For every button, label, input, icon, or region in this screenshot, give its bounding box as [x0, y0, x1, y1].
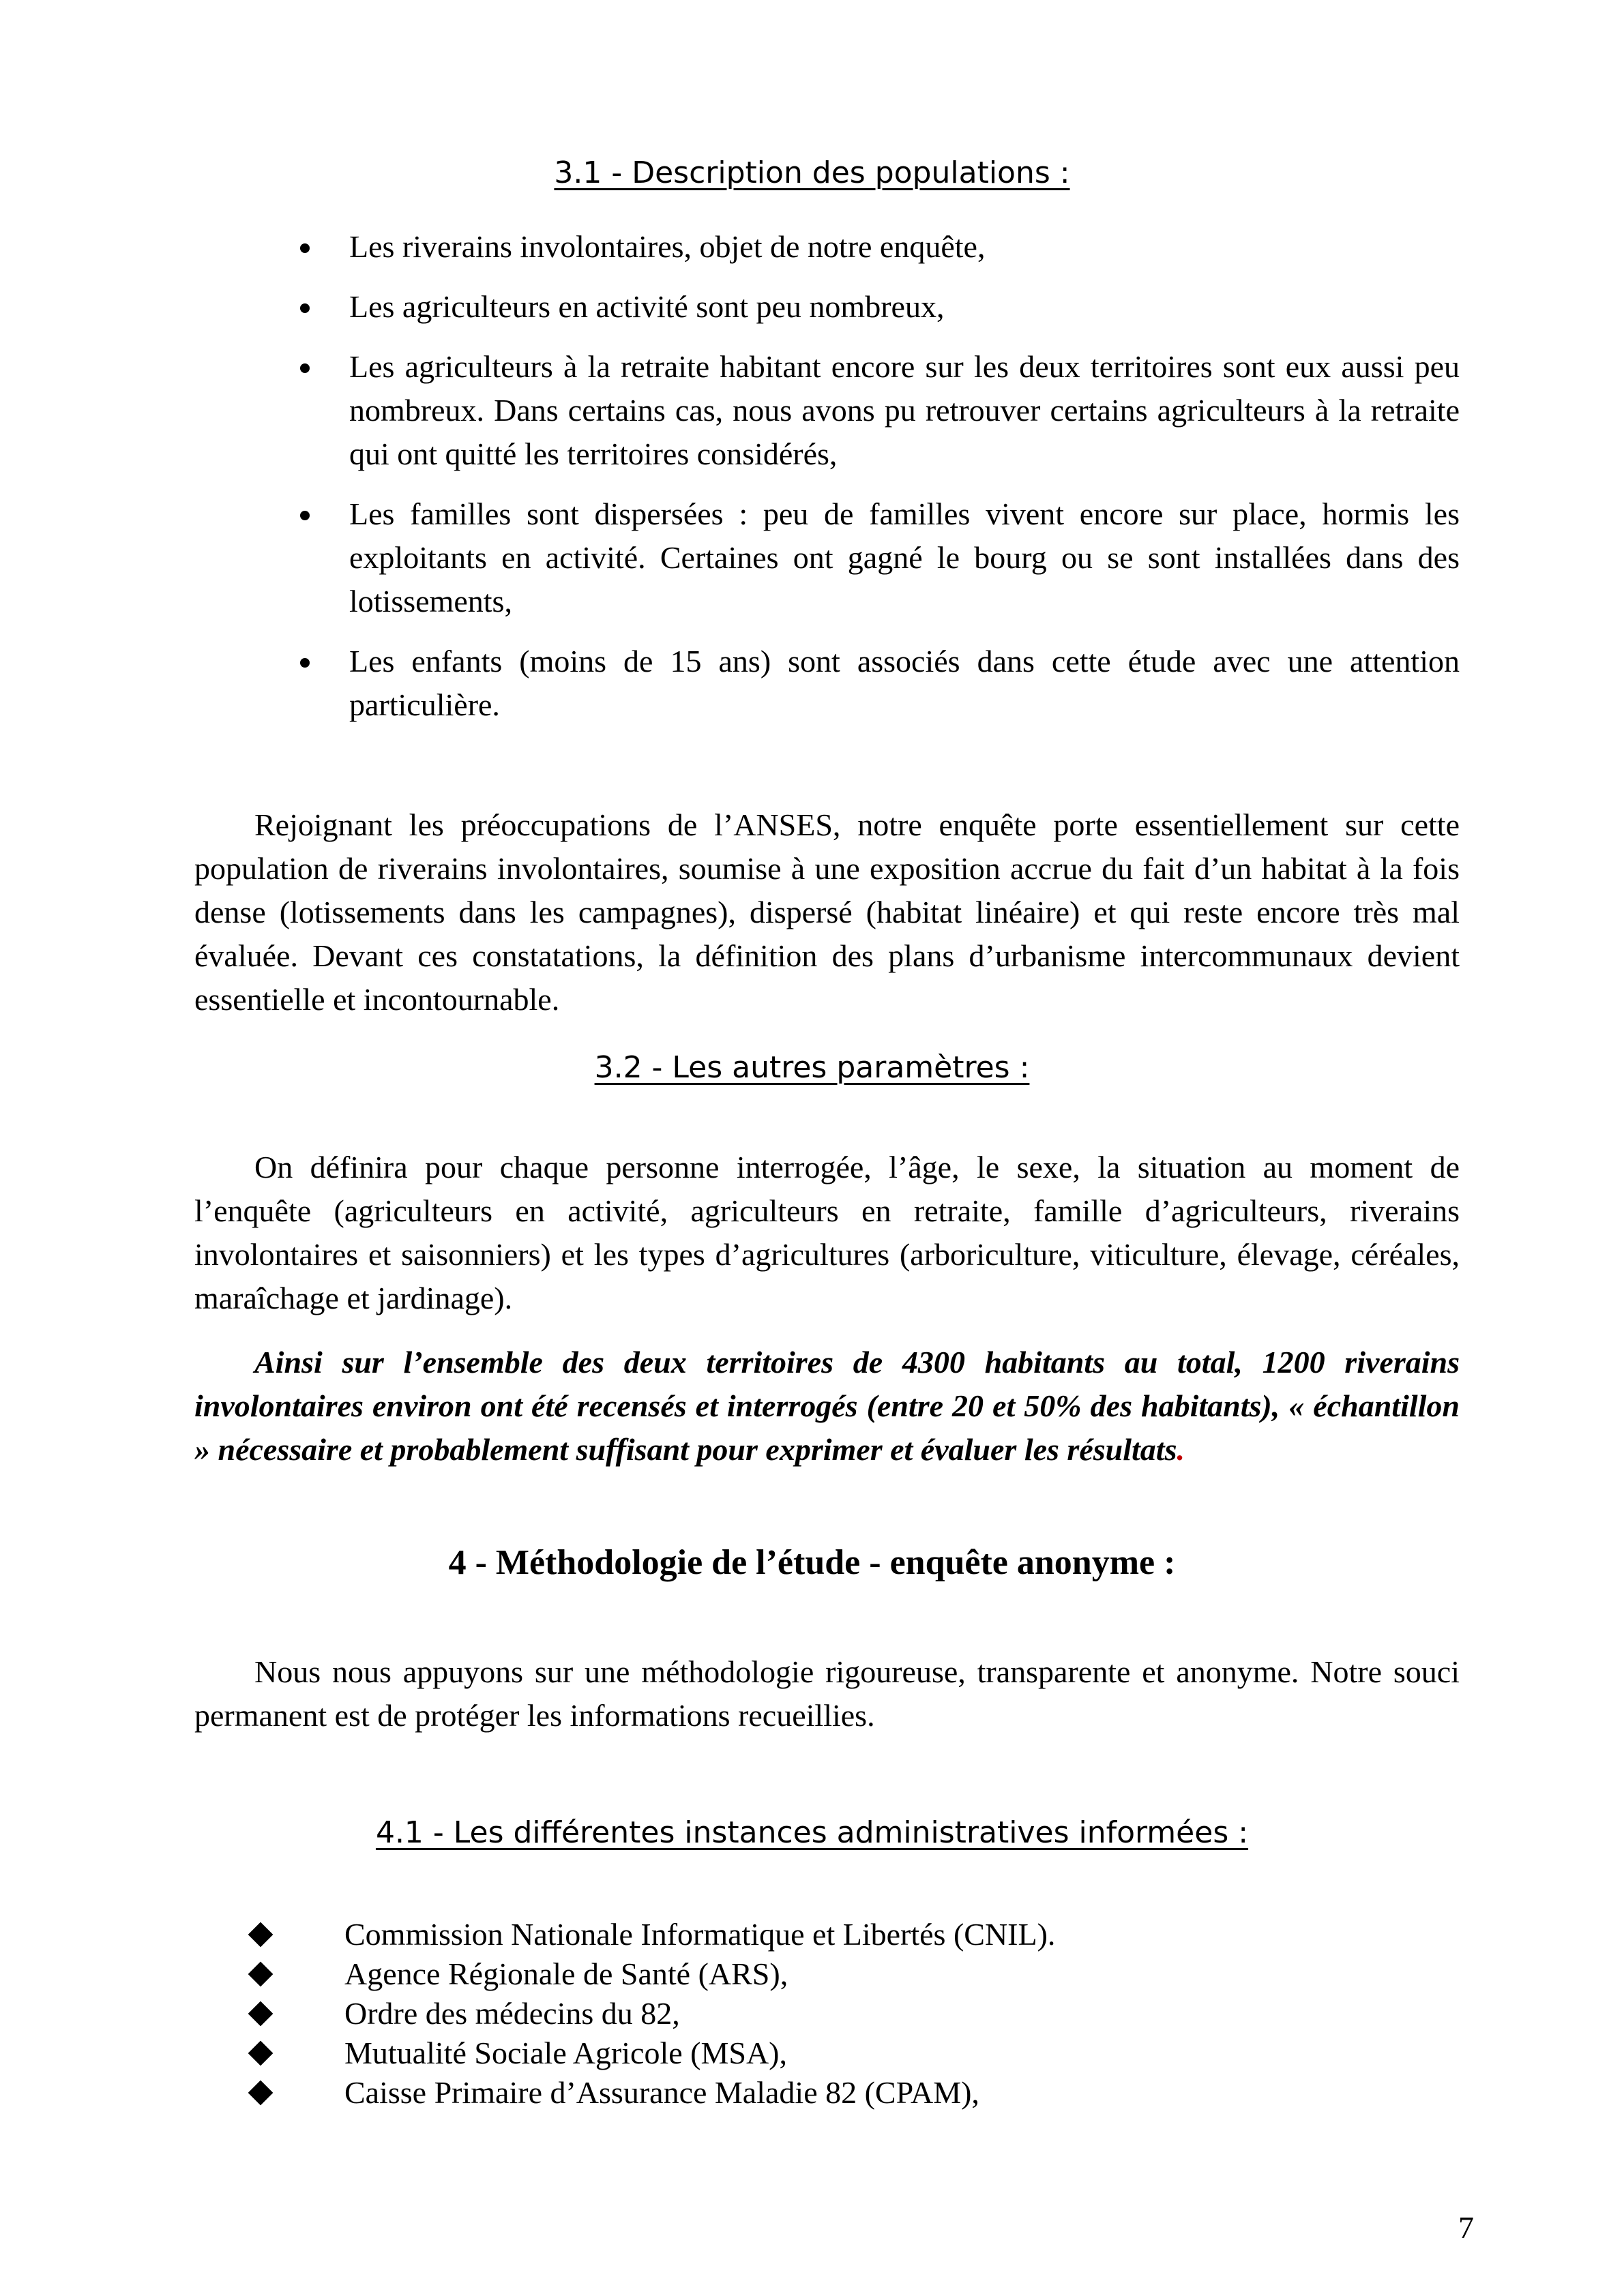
list-item: Les riverains involontaires, objet de notre enquête, — [300, 225, 1460, 269]
bullet-icon — [300, 658, 310, 668]
list-item: Les familles sont dispersées : peu de familles vivent encore sur place, hormis les exploitants en activité. Certaines ont gagné le bourg ou se sont installées dans des lotissements, — [300, 492, 1460, 623]
diamond-bullet-icon — [248, 1962, 274, 1987]
page-number: 7 — [1458, 2210, 1474, 2245]
list-item: Agence Régionale de Santé (ARS), — [249, 1954, 1477, 1994]
list-item: Les agriculteurs à la retraite habitant encore sur les deux territoires sont eux aussi peu nombreux. Dans certains cas, nous avons pu retrouver certains agriculteurs à la retraite qui ont quitté les territoires considérés, — [300, 345, 1460, 476]
methodology-paragraph: Nous nous appuyons sur une méthodologie rigoureuse, transparente et anonyme. Notre souci permanent est de protéger les informations recueillies. — [194, 1654, 1460, 1733]
instances-list — [249, 1915, 1477, 2113]
bullet-icon — [300, 511, 310, 520]
diamond-bullet-icon — [248, 1922, 274, 1948]
diamond-bullet-icon — [248, 2081, 274, 2106]
list-item: Commission Nationale Informatique et Libertés (CNIL). — [249, 1915, 1477, 1954]
bullet-icon — [300, 303, 310, 313]
list-item: Les enfants (moins de 15 ans) sont associés dans cette étude avec une attention particulière. — [300, 640, 1460, 727]
section-4-1-heading: 4.1 - Les différentes instances administratives informées : — [375, 1815, 1249, 1850]
diamond-bullet-icon — [248, 2001, 274, 2027]
parameters-paragraph: On définira pour chaque personne interrogée, l’âge, le sexe, la situation au moment de l’enquête (agriculteurs en activité, agriculteurs en retraite, famille d’agriculteurs, riverains involontaires et saisonniers) et les types d’agricultures (arboriculture, viticulture, élevage, céréales, maraîchage et jardinage). — [194, 1150, 1460, 1315]
populations-list — [300, 225, 1460, 743]
anses-paragraph: Rejoignant les préoccupations de l’ANSES, notre enquête porte essentiellement sur cette population de riverains involontaires, soumise à une exposition accrue du fait d’un habitat à la fois dense (lotissements dans les campagnes), dispersé (habitat linéaire) et qui reste encore très mal évaluée. Devant ces constatations, la définition des plans d’urbanisme intercommunaux devient essentielle et incontournable. — [194, 807, 1460, 1017]
section-3-2-heading: 3.2 - Les autres paramètres : — [594, 1050, 1030, 1085]
list-item: Les agriculteurs en activité sont peu nombreux, — [300, 285, 1460, 329]
list-item: Ordre des médecins du 82, — [249, 1994, 1477, 2033]
section-4-heading: 4 - Méthodologie de l’étude - enquête anonyme : — [448, 1543, 1176, 1582]
list-item: Mutualité Sociale Agricole (MSA), — [249, 2033, 1477, 2073]
bullet-icon — [300, 243, 310, 253]
summary-paragraph: Ainsi sur l’ensemble des deux territoires de 4300 habitants au total, 1200 riverains involontaires environ ont été recensés et interrogés (entre 20 et 50% des habitants), « échantillon » nécessaire et probablement suffisant pour exprimer et évaluer les résultats. — [194, 1345, 1460, 1467]
diamond-bullet-icon — [248, 2041, 274, 2066]
section-3-1-heading: 3.1 - Description des populations : — [554, 155, 1070, 190]
bullet-icon — [300, 363, 310, 373]
list-item: Caisse Primaire d’Assurance Maladie 82 (CPAM), — [249, 2073, 1477, 2113]
